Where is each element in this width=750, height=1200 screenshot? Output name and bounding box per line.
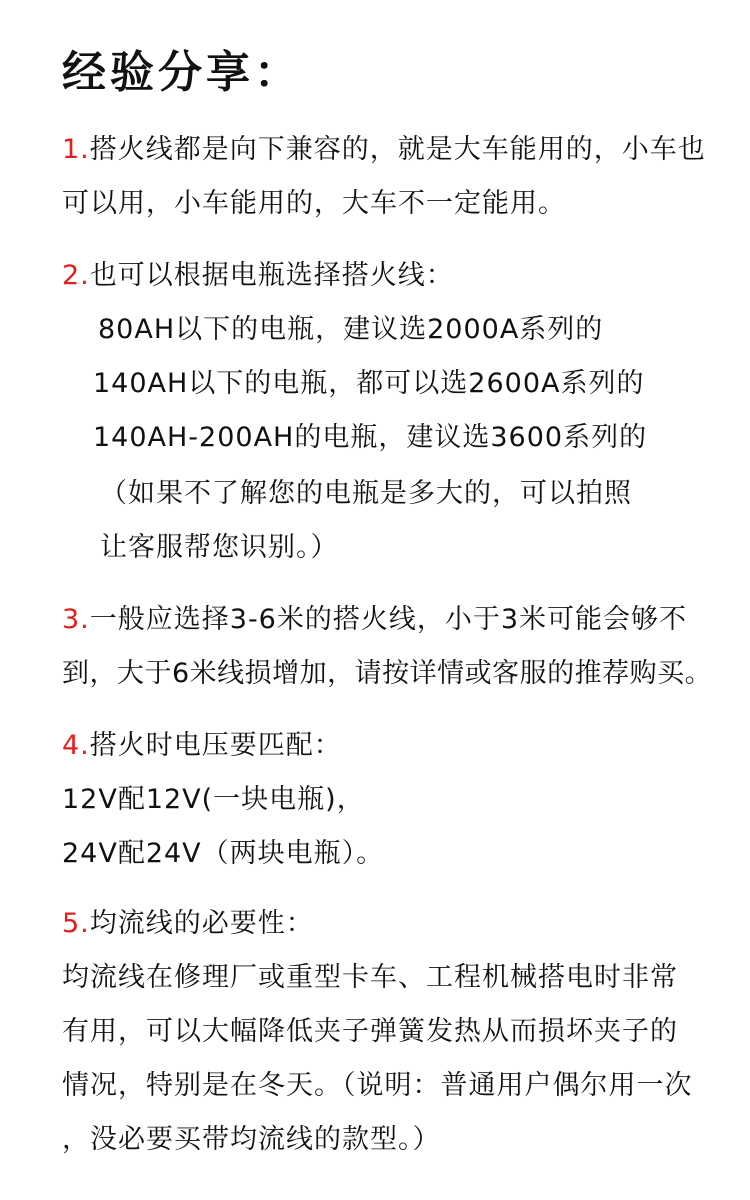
- section-5-line-4: ，没必要买带均流线的款型。）: [62, 1124, 441, 1155]
- section-2-line-2: 140AH以下的电瓶，都可以选2600A系列的: [93, 368, 645, 399]
- section-5-line-3: 情况，特别是在冬天。（说明：普通用户偶尔用一次: [62, 1070, 693, 1101]
- section-5-line-1: 均流线在修理厂或重型卡车、工程机械搭电时非常: [62, 962, 678, 993]
- section-3-heading: [62, 604, 687, 636]
- section-2-heading: [62, 260, 454, 292]
- section-4-number: 4.: [62, 730, 90, 761]
- section-1-number: 1.: [62, 134, 90, 165]
- section-2-line-3: 140AH-200AH的电瓶，建议选3600系列的: [93, 422, 648, 453]
- section-5-number: 5.: [62, 908, 90, 939]
- section-2-line-1: 80AH以下的电瓶，建议选2000A系列的: [98, 314, 604, 345]
- section-1-line-1: 可以用，小车能用的，大车不一定能用。: [62, 188, 566, 219]
- section-5-heading-text: 均流线的必要性：: [89, 908, 314, 939]
- section-3-number: 3.: [62, 604, 90, 635]
- section-1-heading: [62, 134, 706, 166]
- section-5-line-2: 有用，可以大幅降低夹子弹簧发热从而损坏夹子的: [62, 1016, 678, 1047]
- section-2-heading-text: 也可以根据电瓶选择搭火线：: [89, 260, 454, 291]
- section-3-line-1: 到，大于6米线损增加，请按详情或客服的推荐购买。: [62, 658, 713, 689]
- section-4-line-1: 12V配12V(一块电瓶)，: [62, 784, 365, 815]
- section-3-heading-text: 一般应选择3-6米的搭火线，小于3米可能会够不: [89, 604, 688, 635]
- section-1-heading-text: 搭火线都是向下兼容的，就是大车能用的，小车也: [89, 134, 706, 165]
- section-2-line-5: 让客服帮您识别。）: [100, 532, 339, 563]
- section-2-number: 2.: [62, 260, 90, 291]
- section-2-line-4: （如果不了解您的电瓶是多大的，可以拍照: [100, 478, 632, 509]
- section-4-line-2: 24V配24V（两块电瓶）。: [62, 838, 385, 869]
- page-title: 经验分享：: [62, 47, 302, 98]
- section-4-heading: [62, 730, 342, 762]
- section-4-heading-text: 搭火时电压要匹配：: [89, 730, 342, 761]
- section-5-heading: [62, 908, 314, 940]
